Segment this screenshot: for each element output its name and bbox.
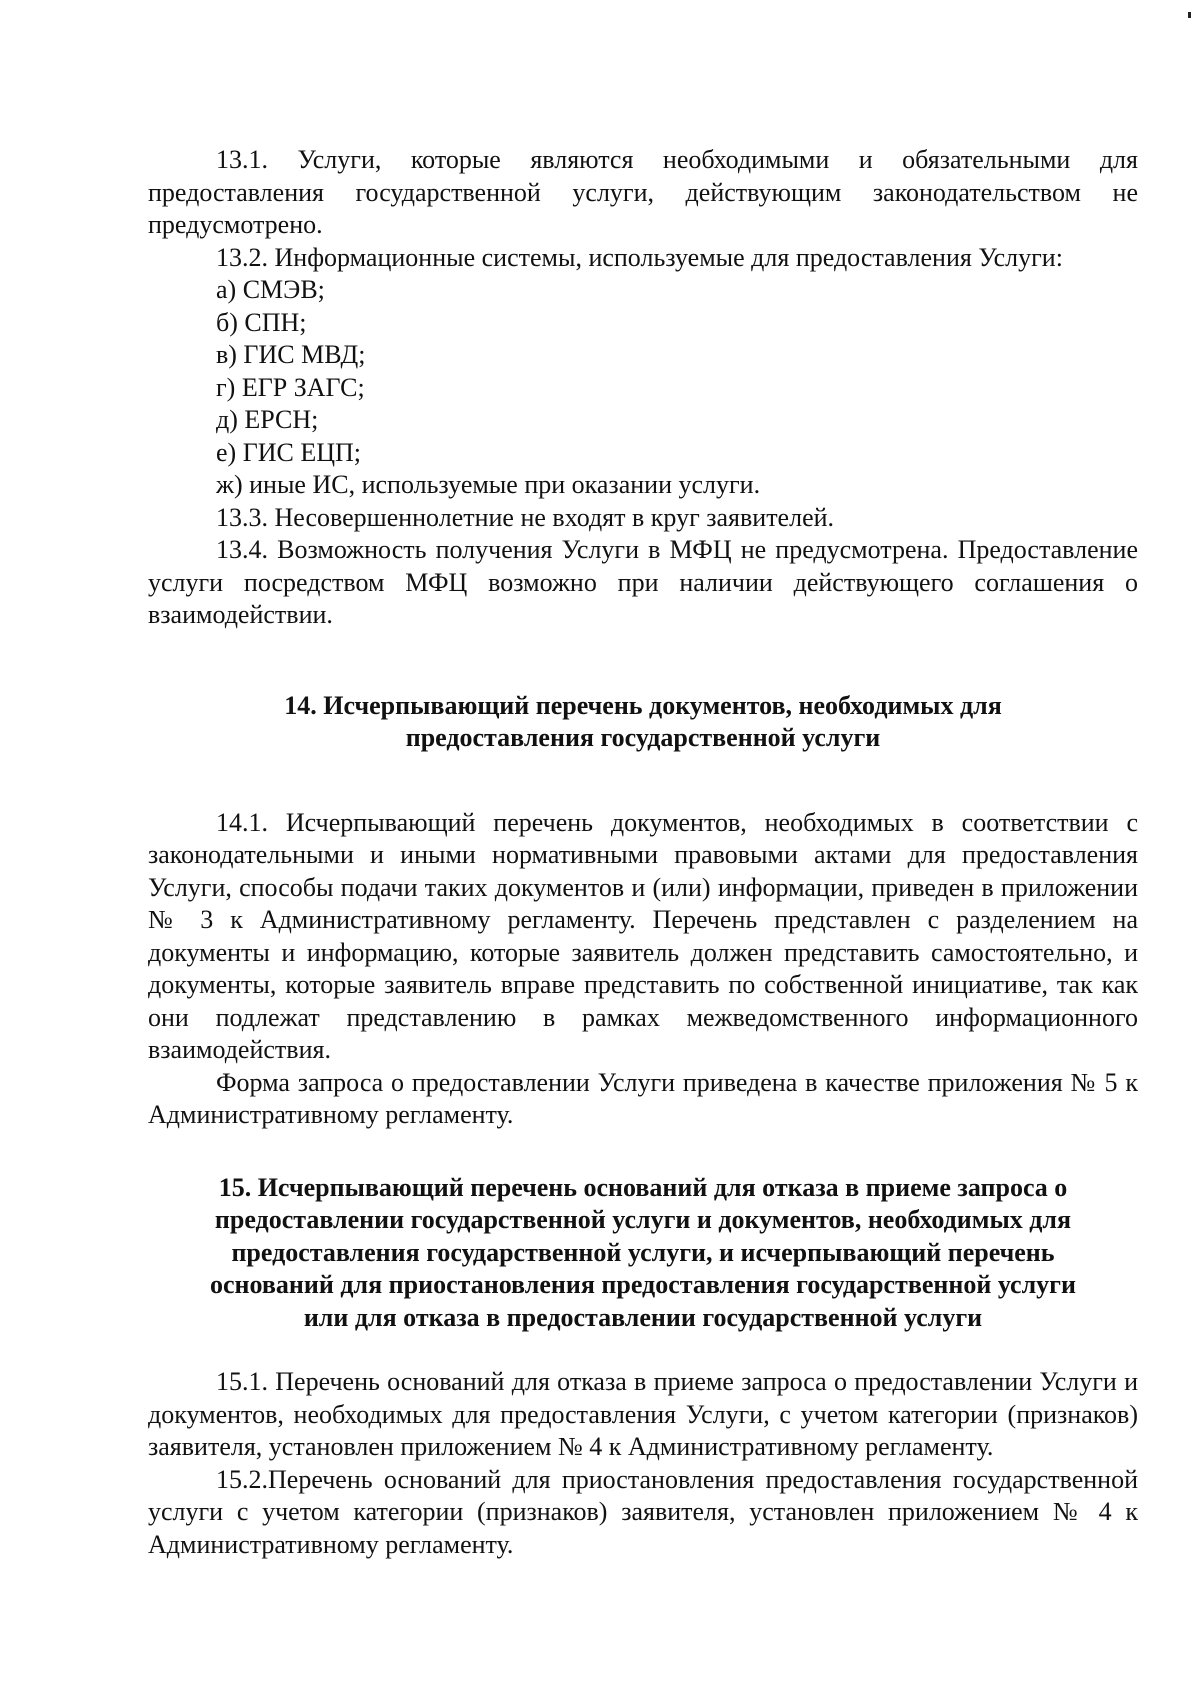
- heading-line: или для отказа в предоставлении государственной услуги: [303, 1302, 983, 1332]
- list-item: в) ГИС МВД;: [216, 340, 366, 369]
- list-item: б) СПН;: [216, 307, 307, 337]
- paragraph-14-form: Форма запроса о предоставлении Услуги приведена в качестве приложения № 5 к Административному регламенту.: [148, 1067, 1138, 1129]
- section-15-heading: [148, 1172, 1138, 1335]
- paragraph-13-1: 13.1. Услуги, которые являются необходимыми и обязательными для предоставления государственной услуги, действующим законодательством не предусмотрено.: [148, 145, 1138, 239]
- list-item: а) СМЭВ;: [216, 275, 325, 304]
- paragraph-13-3: 13.3. Несовершеннолетние не входят в круг заявителей.: [216, 502, 835, 532]
- list-item: ж) иные ИС, используемые при оказании услуги.: [216, 470, 761, 499]
- paragraph-13-4: 13.4. Возможность получения Услуги в МФЦ не предусмотрена. Предоставление услуги посредством МФЦ возможно при наличии действующего соглашения о взаимодействии.: [148, 535, 1138, 629]
- paragraph-13-2: 13.2. Информационные системы, используемые для предоставления Услуги:: [216, 242, 1063, 272]
- heading-line: 15. Исчерпывающий перечень оснований для отказа в приеме запроса о: [218, 1172, 1068, 1202]
- section-14-heading: [148, 690, 1138, 755]
- heading-line: 14. Исчерпывающий перечень документов, необходимых для: [284, 690, 1002, 720]
- heading-line: оснований для приостановления предоставления государственной услуги: [210, 1270, 1076, 1299]
- list-item: д) ЕРСН;: [216, 405, 319, 434]
- heading-line: предоставлении государственной услуги и документов, необходимых для: [214, 1205, 1072, 1234]
- list-item: г) ЕГР ЗАГС;: [216, 372, 365, 402]
- document-body: [148, 144, 1138, 1561]
- scan-artifact-mark: [1188, 12, 1191, 18]
- list-item: е) ГИС ЕЦП;: [216, 437, 362, 467]
- heading-line: предоставления государственной услуги, и исчерпывающий перечень: [231, 1237, 1055, 1267]
- paragraph-14-1: 14.1. Исчерпывающий перечень документов, необходимых в соответствии с законодательными и иными нормативными правовыми актами для предоставления Услуги, способы подачи таких документов и (или) информации, приведен в приложении № 3 к Административному регламенту. Перечень представлен с разделением на документы и информацию, которые заявитель должен представить самостоятельно, и документы, которые заявитель вправе представить по собственной инициативе, так как они подлежат представлению в рамках межведомственного информационного взаимодействия.: [148, 807, 1138, 1064]
- paragraph-15-2: 15.2.Перечень оснований для приостановления предоставления государственной услуги с учетом категории (признаков) заявителя, установлен приложением № 4 к Административному регламенту.: [148, 1464, 1138, 1559]
- heading-line: предоставления государственной услуги: [405, 723, 881, 752]
- paragraph-15-1: 15.1. Перечень оснований для отказа в приеме запроса о предоставлении Услуги и документов, необходимых для предоставления Услуги, с учетом категории (признаков) заявителя, установлен приложением № 4 к Административному регламенту.: [148, 1367, 1138, 1461]
